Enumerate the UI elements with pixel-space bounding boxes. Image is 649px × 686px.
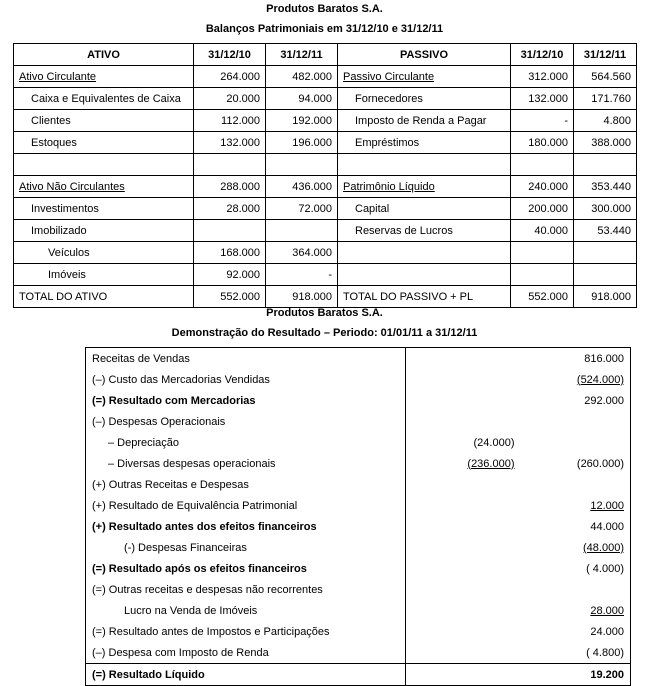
row-value: 264.000 [194,66,266,88]
table-row [86,474,631,495]
header-ativo: ATIVO [14,44,194,66]
row-label: Lucro na Venda de Imóveis [86,600,406,621]
row-value-mid: (236.000) [467,457,515,470]
row-value [194,154,266,176]
row-value: 53.440 [574,220,637,242]
row-value-right: ( 4.000) [521,558,631,579]
row-label: Receitas de Vendas [86,348,406,370]
table-row [14,176,637,198]
row-label: Estoques [14,132,194,154]
row-value [511,264,574,286]
row-label: – Diversas despesas operacionais [86,453,406,474]
row-value-right: 292.000 [521,390,631,411]
row-label: Caixa e Equivalentes de Caixa [14,88,194,110]
total-value: 918.000 [574,286,637,308]
header-passivo-col2: 31/12/11 [574,44,637,66]
row-value-mid [406,516,521,537]
row-value [574,264,637,286]
table-row [86,369,631,390]
row-label [338,242,511,264]
row-value-right: 816.000 [521,348,631,370]
row-value: 364.000 [266,242,338,264]
row-label: Imobilizado [14,220,194,242]
table-row [86,516,631,537]
row-label: (=) Resultado após os efeitos financeiros [86,558,406,579]
row-value: 94.000 [266,88,338,110]
table-row [86,453,631,474]
table-row [14,110,637,132]
income-statement-table-wrapper [85,347,630,686]
row-label-passivo-circulante: Passivo Circulante [338,66,511,88]
row-value-right: ( 4.800) [521,642,631,664]
row-value-right [521,474,631,495]
row-label: (–) Despesa com Imposto de Renda [86,642,406,664]
row-value-mid [406,621,521,642]
row-label: Capital [338,198,511,220]
row-value-mid [406,537,521,558]
row-value-right [521,432,631,453]
row-value-right: 24.000 [521,621,631,642]
total-value-right: 19.200 [521,664,631,686]
row-value-mid: (24.000) [473,436,515,449]
row-label: (–) Custo das Mercadorias Vendidas [86,369,406,390]
row-value: - [266,264,338,286]
row-value: 353.440 [574,176,637,198]
row-value-right: 28.000 [521,600,631,621]
row-value: 168.000 [194,242,266,264]
table-row [14,132,637,154]
row-value: 92.000 [194,264,266,286]
income-statement-table [85,347,631,686]
row-value: 300.000 [574,198,637,220]
row-label: Imóveis [14,264,194,286]
row-value: 112.000 [194,110,266,132]
row-value: 4.800 [574,110,637,132]
row-value [266,154,338,176]
row-value-right [521,411,631,432]
table-row [14,242,637,264]
row-label: (+) Resultado de Equivalência Patrimonial [86,495,406,516]
table-total-row [14,286,637,308]
row-value-right: 44.000 [521,516,631,537]
row-value-mid [406,642,521,664]
header-passivo-col1: 31/12/10 [511,44,574,66]
row-value: 564.560 [574,66,637,88]
row-value: 132.000 [194,132,266,154]
row-label: (=) Resultado antes de Impostos e Participações [86,621,406,642]
table-row-spacer [14,154,637,176]
row-label-ativo-circulante: Ativo Circulante [14,66,194,88]
table-row [86,495,631,516]
row-value: 180.000 [511,132,574,154]
row-value-mid [406,348,521,370]
table-row [86,390,631,411]
row-value-right: 12.000 [521,495,631,516]
row-label: (=) Resultado com Mercadorias [86,390,406,411]
row-value: 40.000 [511,220,574,242]
table-row [14,66,637,88]
total-value: 552.000 [511,286,574,308]
row-label: Veículos [14,242,194,264]
row-value: 196.000 [266,132,338,154]
row-label: (+) Outras Receitas e Despesas [86,474,406,495]
table-row [14,220,637,242]
row-value: 240.000 [511,176,574,198]
total-label: (=) Resultado Líquido [86,664,406,686]
table-row [14,88,637,110]
row-label: (–) Despesas Operacionais [86,411,406,432]
table-row [86,600,631,621]
balance-sheet-table [13,43,637,308]
row-label: Imposto de Renda a Pagar [338,110,511,132]
row-value: 312.000 [511,66,574,88]
row-label-patrimonio-liquido: Patrimônio Líquido [338,176,511,198]
row-value: 200.000 [511,198,574,220]
company-name-balance: Produtos Baratos S.A. [266,3,383,15]
total-value-mid [406,664,521,686]
row-value: 436.000 [266,176,338,198]
company-name-income: Produtos Baratos S.A. [266,307,383,319]
row-label [338,154,511,176]
total-label-passivo: TOTAL DO PASSIVO + PL [338,286,511,308]
table-row [14,264,637,286]
row-value-mid [406,474,521,495]
row-value-right [521,579,631,600]
row-value-right: (260.000) [521,453,631,474]
row-label: Empréstimos [338,132,511,154]
header-passivo: PASSIVO [338,44,511,66]
row-value-mid [406,495,521,516]
row-value-mid [406,558,521,579]
table-row [86,348,631,370]
row-value: 192.000 [266,110,338,132]
row-value: 482.000 [266,66,338,88]
row-value-right: (48.000) [521,537,631,558]
table-row [86,558,631,579]
row-value-mid [406,369,521,390]
row-value-mid [406,390,521,411]
total-value: 918.000 [266,286,338,308]
row-value [511,242,574,264]
row-value: - [511,110,574,132]
row-value-mid [406,579,521,600]
table-row [14,198,637,220]
row-label: Investimentos [14,198,194,220]
table-row [86,432,631,453]
row-label-ativo-nao-circulante: Ativo Não Circulantes [14,176,194,198]
row-value: 388.000 [574,132,637,154]
table-row [86,579,631,600]
row-label: Fornecedores [338,88,511,110]
row-value-right: (524.000) [521,369,631,390]
row-value: 20.000 [194,88,266,110]
row-value [574,154,637,176]
total-value: 552.000 [194,286,266,308]
table-header-row [14,44,637,66]
total-label-ativo: TOTAL DO ATIVO [14,286,194,308]
row-value: 72.000 [266,198,338,220]
income-statement-subtitle: Demonstração do Resultado – Periodo: 01/01/11 a 31/12/11 [171,327,478,339]
row-label [338,264,511,286]
row-label: Clientes [14,110,194,132]
row-value: 288.000 [194,176,266,198]
row-label: Reservas de Lucros [338,220,511,242]
table-row [86,642,631,664]
balance-sheet-subtitle: Balanços Patrimoniais em 31/12/10 e 31/12/11 [205,23,444,35]
row-value [266,220,338,242]
balance-sheet-title-block [0,3,649,35]
row-value: 28.000 [194,198,266,220]
row-value: 171.760 [574,88,637,110]
row-label [14,154,194,176]
table-row [86,411,631,432]
row-label: (+) Resultado antes dos efeitos financeiros [86,516,406,537]
row-label: – Depreciação [86,432,406,453]
table-row [86,537,631,558]
row-value [511,154,574,176]
table-row [86,621,631,642]
balance-sheet-table-wrapper [13,43,636,308]
row-value-mid [406,600,521,621]
row-value [194,220,266,242]
income-statement-title-block [0,307,649,339]
row-value [574,242,637,264]
row-value-mid [406,411,521,432]
row-label: (-) Despesas Financeiras [86,537,406,558]
table-total-row [86,664,631,686]
header-ativo-col2: 31/12/11 [266,44,338,66]
row-label: (=) Outras receitas e despesas não recorrentes [86,579,406,600]
header-ativo-col1: 31/12/10 [194,44,266,66]
row-value: 132.000 [511,88,574,110]
